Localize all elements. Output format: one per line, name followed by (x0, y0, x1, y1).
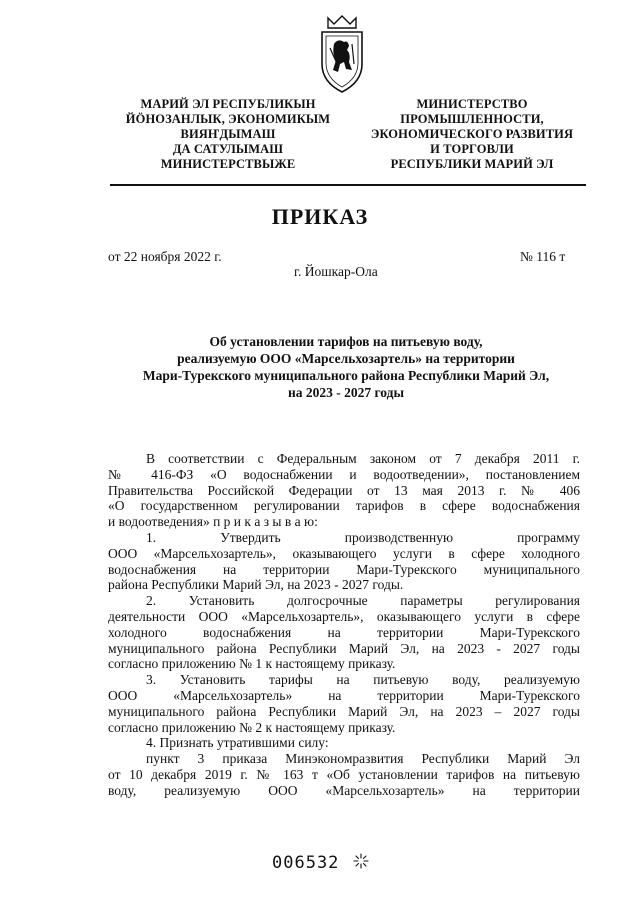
body-line: муниципального района Республики Марий Эл, на 2023 – 2027 годы (108, 703, 580, 719)
body-line: № 416-ФЗ «О водоснабжении и водоотведении», постановлением (108, 466, 580, 482)
body-line: муниципального района Республики Марий Эл, на 2023 - 2027 годы (108, 640, 580, 656)
subject-line: Мари-Турекского муниципального района Республики Марий Эл, (142, 368, 550, 383)
body-line: согласно приложению № 2 к настоящему приказу. (108, 719, 396, 735)
body-line: пункт 3 приказа Минэкономразвития Республики Марий Эл (146, 751, 580, 767)
body-line: В соответствии с Федеральным законом от 7 декабря 2011 г. (146, 451, 580, 466)
document-title: ПРИКАЗ (271, 204, 369, 229)
header-right-line: ЭКОНОМИЧЕСКОГО РАЗВИТИЯ (370, 127, 574, 141)
body-line: деятельности ООО «Марсельхозартель», оказывающего услуги в сфере (108, 608, 580, 624)
document-number: № 116 т (520, 249, 566, 264)
header-right-line: И ТОРГОВЛИ (430, 142, 514, 156)
header-right-line: РЕСПУБЛИКИ МАРИЙ ЭЛ (390, 157, 554, 171)
header-left-line: ЙӦНОЗАНЛЫК, ЭКОНОМИКЫМ (125, 112, 331, 126)
document-subject (108, 333, 584, 401)
body-line: района Республики Марий Эл, на 2023 - 2027 годы. (108, 577, 404, 593)
header-right-line: МИНИСТЕРСТВО (416, 97, 528, 111)
body-line: холодного водоснабжения на территории Мари-Турекского (108, 624, 580, 640)
body-line: воду, реализуемую ООО «Марсельхозартель» на территории (108, 782, 580, 798)
body-line: 1. Утвердить производственную программу (146, 529, 580, 545)
body-line: «О государственном регулировании тарифов в сфере водоснабжения (108, 498, 580, 514)
body-line: ООО «Марсельхозартель» на территории Мари-Турекского (108, 687, 580, 703)
asterisk-stamp-icon (352, 852, 370, 870)
serial-number: 006532 (272, 853, 340, 873)
header-divider (110, 184, 586, 186)
ministry-name-mari (108, 97, 348, 172)
ministry-name-russian (352, 97, 592, 172)
document-date: от 22 ноября 2022 г. (108, 249, 222, 264)
body-line: согласно приложению № 1 к настоящему приказу. (108, 656, 396, 672)
document-city: г. Йошкар-Ола (294, 264, 378, 279)
body-line: от 10 декабря 2019 г. № 163 т «Об установлении тарифов на питьевую (108, 766, 580, 782)
body-line: 2. Установить долгосрочные параметры регулирования (146, 593, 580, 609)
body-line: 3. Установить тарифы на питьевую воду, реализуемую (146, 672, 580, 688)
document-body (108, 451, 580, 799)
header-left-line: МИНИСТЕРСТВЫЖЕ (160, 157, 296, 171)
body-line: ООО «Марсельхозартель», оказывающего услуги в сфере холодного (108, 545, 580, 561)
subject-line: на 2023 - 2027 годы (287, 385, 405, 400)
header-left-line: ДА САТУЛЫМАШ (172, 142, 284, 156)
body-line: водоснабжения на территории Мари-Турекского муниципального (108, 561, 580, 577)
body-line: Правительства Российской Федерации от 13 мая 2013 г. № 406 (108, 482, 580, 498)
coat-of-arms-emblem (318, 14, 366, 94)
subject-line: Об установлении тарифов на питьевую воду, (209, 334, 483, 349)
header-right-line: ПРОМЫШЛЕННОСТИ, (400, 112, 544, 126)
header-left-line: МАРИЙ ЭЛ РЕСПУБЛИКЫН (140, 97, 316, 111)
subject-line: реализуемую ООО «Марсельхозартель» на территории (177, 351, 515, 366)
header-left-line: ВИЯҤДЫМАШ (180, 127, 276, 141)
body-line: и водоотведения» п р и к а з ы в а ю: (108, 514, 318, 530)
body-line: 4. Признать утратившими силу: (146, 735, 329, 751)
